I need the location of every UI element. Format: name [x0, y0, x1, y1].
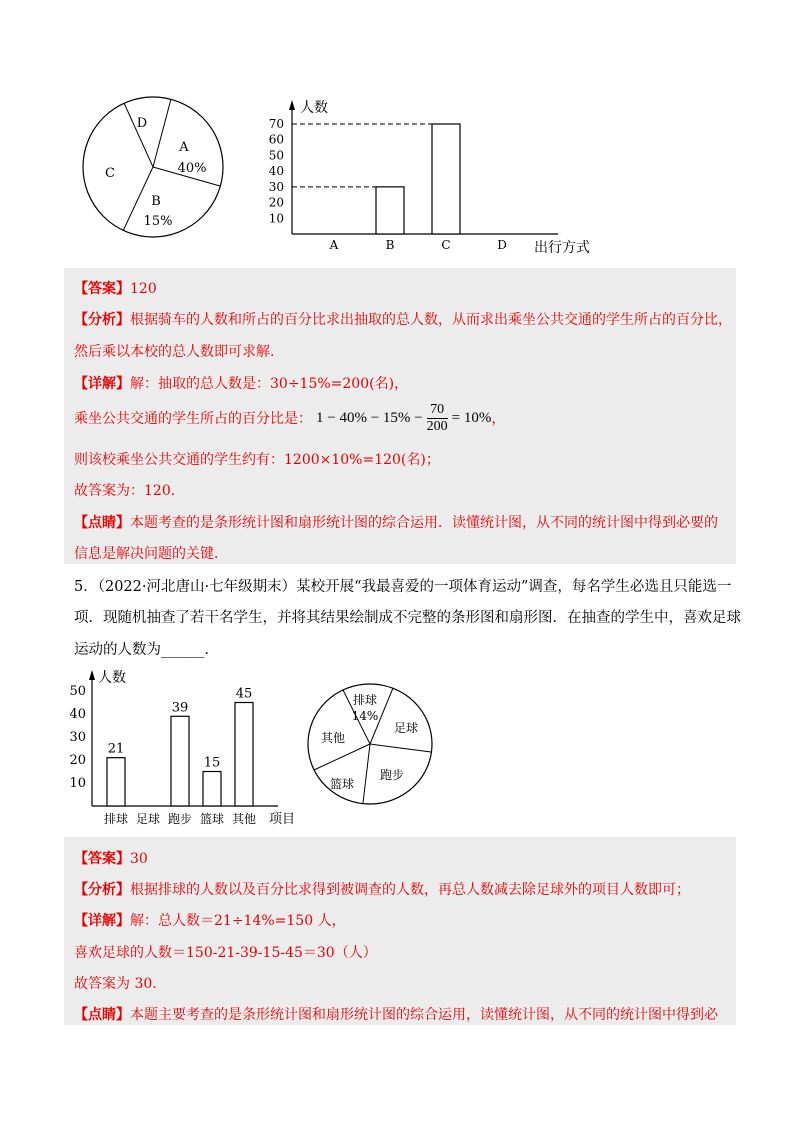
question-5-line-3: 运动的人数为______．	[74, 642, 219, 658]
pie-label-other: 其他	[320, 731, 346, 745]
comment-line	[74, 512, 718, 532]
comment-tag: 【点睛】	[74, 515, 130, 531]
conclusion-2: 故答案为 30.	[74, 976, 157, 992]
bar-value-label: 45	[235, 686, 253, 702]
pie-divider	[314, 744, 370, 770]
x-tick-label: 足球	[135, 812, 161, 826]
comment-continued: 信息是解决问题的关键．	[74, 546, 228, 562]
pie-label-running: 跑步	[379, 768, 405, 782]
analysis-line	[74, 309, 732, 329]
y-axis-arrow	[289, 100, 295, 110]
x-axis-label: 项目	[269, 812, 296, 827]
pie-divider	[153, 99, 171, 167]
bar	[203, 772, 221, 807]
detail-calculation: 喜欢足球的人数＝150-21-39-15-45＝30（人）	[74, 945, 377, 961]
bar-value-label: 39	[171, 700, 189, 716]
detail-text: 解：总人数＝21÷14%=150 人，	[130, 913, 346, 929]
y-tick-label: 30	[69, 730, 86, 745]
comment-tag: 【点睛】	[74, 1007, 130, 1023]
y-tick-label: 40	[268, 164, 284, 179]
pie-label-football: 足球	[393, 721, 419, 735]
y-tick-label: 10	[69, 776, 86, 791]
bar	[235, 703, 253, 807]
x-tick-label: C	[441, 238, 451, 252]
pie-label-volleyball: 排球	[352, 693, 378, 707]
bar	[432, 124, 460, 234]
pie-label-b: B	[151, 194, 161, 209]
bar	[171, 716, 189, 806]
detail-text: 解：抽取的总人数是：30÷15%=200(名)，	[130, 376, 409, 392]
formula-suffix: ，	[491, 411, 506, 427]
pie-label-c: C	[105, 166, 115, 181]
detail-tag: 【详解】	[74, 376, 130, 392]
formula-left: 1 − 40% − 15% −	[316, 409, 423, 426]
conclusion: 故答案为：120.	[74, 483, 176, 499]
comment-text: 本题主要考查的是条形统计图和扇形统计图的综合运用，读懂统计图，从不同的统计图中得到必	[130, 1007, 718, 1023]
comment-text: 本题考查的是条形统计图和扇形统计图的综合运用．读懂统计图，从不同的统计图中得到必要的	[130, 515, 718, 531]
x-tick-label: D	[497, 238, 507, 252]
analysis-tag: 【分析】	[74, 882, 130, 898]
pie-percent-volleyball: 14%	[351, 709, 379, 723]
y-tick-label: 70	[268, 117, 284, 131]
y-tick-label: 40	[69, 707, 86, 722]
y-axis-label: 人数	[98, 670, 126, 686]
answer-tag: 【答案】	[74, 281, 130, 297]
y-tick-label: 30	[268, 179, 284, 194]
fraction-numerator: 70	[427, 402, 448, 419]
analysis-tag: 【分析】	[74, 312, 130, 328]
x-axis-label: 出行方式	[534, 240, 590, 256]
analysis-continued: 然后乘以本校的总人数即可求解．	[74, 344, 284, 360]
pie-label-basketball: 篮球	[329, 777, 355, 791]
bar-value-label: 15	[203, 755, 221, 771]
pie-divider	[124, 103, 153, 167]
pie-label-d: D	[136, 116, 148, 131]
transport-pie-chart	[82, 96, 232, 246]
y-tick-label: 60	[268, 132, 284, 147]
analysis-text: 根据骑车的人数和所占的百分比求出抽取的总人数，从而求出乘坐公共交通的学生所占的百分比，	[130, 312, 732, 328]
x-tick-label: 排球	[103, 812, 129, 826]
comment-line-2	[74, 1004, 718, 1024]
bar-value-label: 21	[107, 741, 125, 757]
analysis-line-2	[74, 879, 690, 899]
x-tick-label: 其他	[231, 812, 257, 826]
detail-line	[74, 373, 408, 393]
pie-divider	[370, 744, 431, 752]
answer-line-2	[74, 848, 148, 868]
detail-tag: 【详解】	[74, 913, 130, 929]
y-tick-label: 20	[268, 195, 284, 210]
x-tick-label: B	[385, 238, 395, 252]
fraction-denominator: 200	[426, 418, 448, 434]
pie-percent-b: 15%	[143, 214, 173, 229]
y-axis-arrow	[89, 670, 95, 680]
answer-value: 120	[130, 281, 157, 297]
detail-result: 则该校乘坐公共交通的学生约有：1200×10%=120(名)；	[74, 452, 440, 468]
pie-divider	[363, 744, 370, 803]
analysis-text: 根据排球的人数以及百分比求得到被调查的人数，再总人数减去除足球外的项目人数即可；	[130, 882, 690, 898]
detail-line-2	[74, 910, 346, 930]
question-5-line-1: 5．（2022·河北唐山·七年级期末）某校开展“我最喜爱的一项体育运动”调查，每名学生必选且只能选一	[74, 579, 732, 595]
formula-prefix: 乘坐公共交通的学生所占的百分比是：	[74, 411, 312, 427]
pie-percent-a: 40%	[177, 161, 207, 176]
bar	[376, 187, 404, 234]
y-tick-label: 10	[268, 211, 284, 226]
sports-bar-chart	[66, 660, 306, 830]
formula-right: = 10%	[451, 409, 492, 426]
x-tick-label: 篮球	[199, 812, 225, 826]
bar	[107, 758, 125, 806]
question-5-line-2: 项．现随机抽查了若干名学生，并将其结果绘制成不完整的条形图和扇形图．在抽查的学生中，喜欢足球	[74, 610, 741, 626]
y-axis-label: 人数	[300, 100, 328, 116]
formula-fraction	[427, 402, 448, 435]
y-tick-label: 50	[268, 148, 284, 163]
answer-line	[74, 278, 157, 298]
x-tick-label: A	[329, 238, 339, 252]
answer-tag: 【答案】	[74, 851, 130, 867]
y-tick-label: 20	[69, 753, 86, 768]
pie-label-a: A	[179, 140, 189, 155]
sports-pie-chart	[306, 682, 436, 808]
transport-bar-chart	[262, 96, 598, 260]
answer-value: 30	[130, 851, 148, 867]
detail-formula-line	[74, 400, 505, 436]
x-tick-label: 跑步	[167, 812, 193, 826]
solution-box-2	[64, 837, 736, 1025]
y-tick-label: 50	[69, 684, 86, 699]
